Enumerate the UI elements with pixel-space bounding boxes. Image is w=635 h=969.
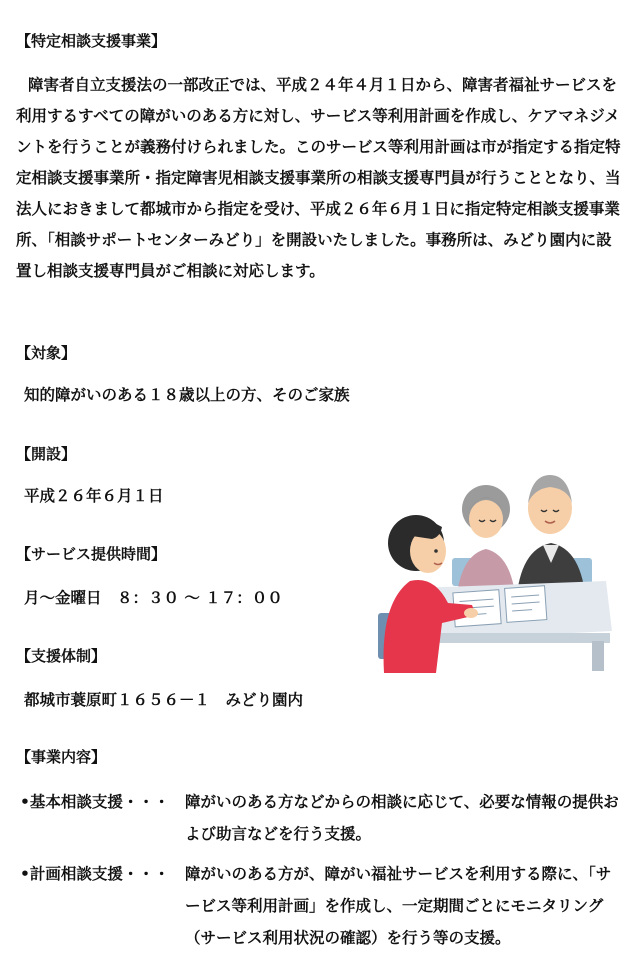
section-heading-target: 【対象】 xyxy=(16,344,77,362)
service-item-label: •計画相談支援・・・ xyxy=(20,865,170,883)
section-heading-system: 【支援体制】 xyxy=(16,647,107,665)
service-item-text: 障がいのある方が、障がい福祉サービスを利用する際に、「サービス等利用計画」を作成し、一定期間ごとにモニタリング（サービス利用状況の確認）を行う等の支援。 xyxy=(185,865,612,947)
system-address-text: 都城市蓑原町１６５６－１ みどり園内 xyxy=(24,691,304,709)
section-heading-opening: 【開設】 xyxy=(16,445,77,463)
opening-date-text: 平成２６年６月１日 xyxy=(24,487,164,505)
section-heading-services: 【事業内容】 xyxy=(16,748,107,766)
section-heading-hours: 【サービス提供時間】 xyxy=(16,545,167,563)
service-item-text: 障がいのある方などからの相談に応じて、必要な情報の提供および助言などを行う支援。 xyxy=(185,793,619,843)
counselor-and-elderly-couple-illustration xyxy=(356,463,616,673)
section-heading-intro: 【特定相談支援事業】 xyxy=(16,32,167,50)
target-text: 知的障がいのある１８歳以上の方、そのご家族 xyxy=(24,386,350,404)
hours-text: 月～金曜日 ８：３０ ～ １７：００ xyxy=(24,589,283,607)
service-item-label: •基本相談支援・・・ xyxy=(20,793,170,811)
intro-paragraph: 障害者自立支援法の一部改正では、平成２４年４月１日から、障害者福祉サービスを利用するすべての障がいのある方に対し、サービス等利用計画を作成し、ケアマネジメントを行うことが義務付けられました。このサービス等利用計画は市が指定する指定特定相談支援事業所・指定障害児相談支援事業所の相談支援専門員が行うこととなり、当法人におきまして都城市から指定を受け、平成２６年６月１日に指定特定相談支援事業所、「相談サポートセンターみどり」を開設いたしました。事務所は、みどり園内に設置し相談支援専門員がご相談に対応します。 xyxy=(16,76,621,280)
